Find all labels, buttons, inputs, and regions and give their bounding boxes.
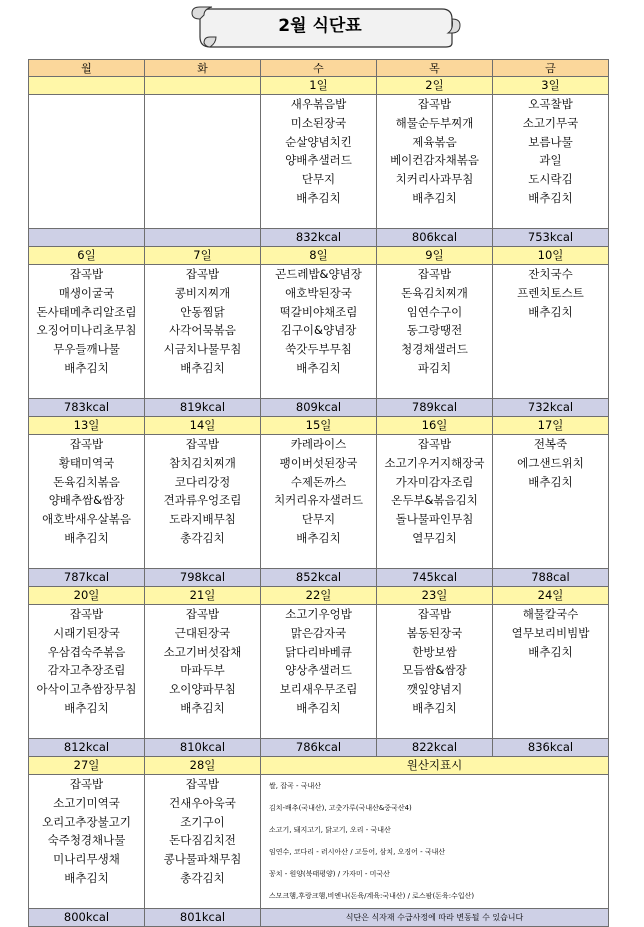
date-cell xyxy=(29,77,145,95)
kcal-cell: 745kcal xyxy=(377,569,493,587)
menu-item: 배추김치 xyxy=(528,304,573,319)
date-cell: 6일 xyxy=(29,247,145,265)
menu-item: 쑥갓두부무침 xyxy=(285,342,352,357)
date-cell: 16일 xyxy=(377,417,493,435)
date-cell: 7일 xyxy=(145,247,261,265)
weekday-tue: 화 xyxy=(145,60,261,77)
menu-item: 무우들깨나물 xyxy=(53,342,120,357)
menu-cell xyxy=(145,775,261,909)
menu-cell xyxy=(261,265,377,399)
menu-item: 배추김치 xyxy=(64,700,109,715)
menu-item: 시래기된장국 xyxy=(53,625,120,640)
date-cell: 23일 xyxy=(377,587,493,605)
menu-row xyxy=(29,605,609,739)
menu-item: 잡곡밥 xyxy=(417,437,452,451)
date-cell: 21일 xyxy=(145,587,261,605)
origin-title: 원산지표시 xyxy=(261,757,609,775)
menu-cell xyxy=(493,605,609,739)
menu-item: 안동찜닭 xyxy=(180,304,225,319)
menu-item: 프렌치토스트 xyxy=(517,285,584,300)
menu-item: 배추김치 xyxy=(528,644,573,659)
date-row xyxy=(29,417,609,435)
menu-item: 미소된장국 xyxy=(290,115,347,130)
menu-row xyxy=(29,435,609,569)
date-cell: 9일 xyxy=(377,247,493,265)
menu-item: 잔치국수 xyxy=(528,267,573,281)
menu-cell xyxy=(261,95,377,229)
menu-item: 단무지 xyxy=(301,172,336,187)
date-cell: 8일 xyxy=(261,247,377,265)
kcal-cell: 832kcal xyxy=(261,229,377,247)
kcal-cell: 783kcal xyxy=(29,399,145,417)
menu-item: 숙주청경채나물 xyxy=(47,833,126,848)
menu-item: 소고기무국 xyxy=(522,115,579,130)
menu-item: 소고기우거지해장국 xyxy=(384,455,485,470)
menu-item: 과일 xyxy=(539,153,562,168)
origin-line: 꽁치 - 원양(북태평양) / 가자미 - 미국산 xyxy=(269,870,390,878)
menu-item: 수제돈까스 xyxy=(290,474,347,489)
weekday-fri: 금 xyxy=(493,60,609,77)
menu-item: 우삼겹숙주볶음 xyxy=(47,644,126,659)
menu-item: 배추김치 xyxy=(528,474,573,489)
menu-item: 제육볶음 xyxy=(412,134,457,149)
kcal-cell: 819kcal xyxy=(145,399,261,417)
kcal-cell: 801kcal xyxy=(145,909,261,927)
menu-item: 봄동된장국 xyxy=(406,625,463,640)
menu-item: 미나리무생채 xyxy=(53,852,120,867)
menu-item: 열무보리비빔밥 xyxy=(511,625,590,640)
kcal-cell: 789kcal xyxy=(377,399,493,417)
menu-item: 오징어미나리초무침 xyxy=(36,323,137,338)
menu-item: 양배추샐러드 xyxy=(285,153,352,168)
kcal-row xyxy=(29,399,609,417)
date-cell: 2일 xyxy=(377,77,493,95)
menu-item: 황태미역국 xyxy=(58,455,115,470)
menu-item: 배추김치 xyxy=(528,190,573,205)
weekday-wed: 수 xyxy=(261,60,377,77)
menu-item: 애호박새우살볶음 xyxy=(42,512,131,527)
kcal-cell xyxy=(29,229,145,247)
menu-item: 참치김치찌개 xyxy=(169,455,236,470)
menu-item: 맑은감자국 xyxy=(290,625,347,640)
menu-item: 총각김치 xyxy=(180,870,225,885)
menu-item: 잡곡밥 xyxy=(417,607,452,621)
menu-item: 보름나물 xyxy=(528,134,573,149)
menu-item: 돈사태메추리알조림 xyxy=(36,304,137,319)
menu-item: 잡곡밥 xyxy=(185,607,220,621)
date-row xyxy=(29,587,609,605)
menu-item: 시금치나물무침 xyxy=(163,342,242,357)
menu-item: 조기구이 xyxy=(180,814,225,829)
kcal-cell: 806kcal xyxy=(377,229,493,247)
menu-cell xyxy=(29,605,145,739)
menu-item: 베이컨감자채볶음 xyxy=(390,153,479,168)
menu-cell xyxy=(377,605,493,739)
menu-item: 근대된장국 xyxy=(174,625,231,640)
menu-item: 치커리유자샐러드 xyxy=(274,493,363,508)
menu-cell xyxy=(145,435,261,569)
menu-item: 매생이굴국 xyxy=(58,285,115,300)
date-cell: 22일 xyxy=(261,587,377,605)
kcal-cell: 822kcal xyxy=(377,739,493,757)
date-cell: 24일 xyxy=(493,587,609,605)
menu-item: 잡곡밥 xyxy=(417,97,452,111)
menu-item: 총각김치 xyxy=(180,530,225,545)
kcal-cell xyxy=(145,229,261,247)
menu-item: 순살양념치킨 xyxy=(285,134,352,149)
origin-line: 쌀, 잡곡 - 국내산 xyxy=(269,782,321,790)
menu-cell xyxy=(29,265,145,399)
menu-item: 잡곡밥 xyxy=(69,437,104,451)
menu-item: 팽이버섯된장국 xyxy=(279,455,358,470)
date-cell: 3일 xyxy=(493,77,609,95)
date-cell: 28일 xyxy=(145,757,261,775)
menu-item: 소고기우엉밥 xyxy=(285,607,352,621)
menu-item: 견과류우엉조림 xyxy=(163,493,242,508)
menu-item: 동그랑땡전 xyxy=(406,323,463,338)
date-cell: 13일 xyxy=(29,417,145,435)
menu-item: 콩나물파채무침 xyxy=(163,852,242,867)
menu-item: 배추김치 xyxy=(412,190,457,205)
menu-item: 깻잎양념지 xyxy=(406,682,463,697)
menu-item: 닭다리바베큐 xyxy=(285,644,352,659)
menu-item: 임연수구이 xyxy=(406,304,463,319)
menu-item: 잡곡밥 xyxy=(185,777,220,791)
menu-item: 아삭이고추쌈장무침 xyxy=(36,682,137,697)
weekday-header-row xyxy=(29,60,609,77)
origin-line: 김치-배추(국내산), 고춧가루(국내산&중국산4) xyxy=(269,804,412,812)
menu-item: 배추김치 xyxy=(412,700,457,715)
menu-item: 잡곡밥 xyxy=(69,607,104,621)
menu-item: 잡곡밥 xyxy=(185,267,220,281)
kcal-row xyxy=(29,739,609,757)
date-row xyxy=(29,247,609,265)
menu-item: 돈육김치찌개 xyxy=(401,285,468,300)
menu-item: 사각어묵볶음 xyxy=(169,323,236,338)
menu-item: 오이양파무침 xyxy=(169,682,236,697)
menu-item: 치커리사과무침 xyxy=(395,172,474,187)
menu-item: 가자미감자조림 xyxy=(395,474,474,489)
menu-item: 콩비지찌개 xyxy=(174,285,231,300)
menu-item: 청경채샐러드 xyxy=(401,342,468,357)
menu-cell xyxy=(377,265,493,399)
menu-item: 잡곡밥 xyxy=(185,437,220,451)
menu-item: 김구이&양념장 xyxy=(280,323,357,338)
menu-item: 열무김치 xyxy=(412,530,457,545)
menu-cell xyxy=(493,265,609,399)
kcal-cell: 836kcal xyxy=(493,739,609,757)
menu-item: 전복죽 xyxy=(533,437,568,451)
kcal-cell: 786kcal xyxy=(261,739,377,757)
kcal-cell: 732kcal xyxy=(493,399,609,417)
menu-item: 해물순두부찌개 xyxy=(395,115,474,130)
kcal-row xyxy=(29,229,609,247)
menu-item: 코다리강정 xyxy=(174,474,231,489)
menu-item: 애호박된장국 xyxy=(285,285,352,300)
menu-item: 배추김치 xyxy=(296,190,341,205)
menu-row xyxy=(29,265,609,399)
menu-item: 배추김치 xyxy=(296,530,341,545)
kcal-cell: 788cal xyxy=(493,569,609,587)
menu-item: 돌나물파인무침 xyxy=(395,512,474,527)
menu-item: 배추김치 xyxy=(64,870,109,885)
kcal-cell: 810kcal xyxy=(145,739,261,757)
date-cell: 17일 xyxy=(493,417,609,435)
kcal-cell: 753kcal xyxy=(493,229,609,247)
menu-item: 배추김치 xyxy=(64,360,109,375)
menu-item: 단무지 xyxy=(301,512,336,527)
menu-item: 에그샌드위치 xyxy=(517,455,584,470)
menu-item: 모듬쌈&쌈장 xyxy=(402,663,467,678)
origin-line: 소고기, 돼지고기, 닭고기, 오리 - 국내산 xyxy=(269,826,391,834)
kcal-cell: 852kcal xyxy=(261,569,377,587)
menu-cell xyxy=(29,95,145,229)
menu-item: 배추김치 xyxy=(64,530,109,545)
menu-row xyxy=(29,95,609,229)
menu-item: 오곡찰밥 xyxy=(528,97,573,111)
menu-cell xyxy=(377,435,493,569)
page-title: 2월 식단표 xyxy=(278,16,362,36)
menu-cell xyxy=(261,435,377,569)
weekday-thu: 목 xyxy=(377,60,493,77)
date-cell: 15일 xyxy=(261,417,377,435)
menu-item: 돈다짐김치전 xyxy=(169,833,236,848)
menu-item: 온두부&볶음김치 xyxy=(391,493,478,508)
origin-line: 스모크햄,후랑크햄,비엔나(돈육/계육:국내산) / 로스팜(돈육:수입산) xyxy=(269,892,475,900)
origin-info-cell xyxy=(261,775,609,909)
date-cell: 14일 xyxy=(145,417,261,435)
menu-cell xyxy=(145,265,261,399)
date-cell: 10일 xyxy=(493,247,609,265)
kcal-cell: 798kcal xyxy=(145,569,261,587)
menu-item: 양배추쌈&쌈장 xyxy=(48,493,125,508)
menu-item: 잡곡밥 xyxy=(69,777,104,791)
menu-cell xyxy=(261,605,377,739)
menu-item: 잡곡밥 xyxy=(69,267,104,281)
kcal-cell: 800kcal xyxy=(29,909,145,927)
menu-item: 배추김치 xyxy=(296,700,341,715)
menu-cell xyxy=(29,775,145,909)
menu-item: 마파두부 xyxy=(180,663,225,678)
menu-item: 소고기버섯잡채 xyxy=(163,644,242,659)
menu-cell xyxy=(493,95,609,229)
menu-item: 감자고추장조림 xyxy=(47,663,126,678)
menu-item: 돈육김치볶음 xyxy=(53,474,120,489)
menu-item: 오리고추장불고기 xyxy=(42,814,131,829)
menu-item: 파김치 xyxy=(417,360,452,375)
menu-cell xyxy=(377,95,493,229)
menu-item: 배추김치 xyxy=(180,700,225,715)
menu-cell xyxy=(145,95,261,229)
menu-item: 도시락김 xyxy=(528,172,573,187)
menu-item: 곤드레밥&양념장 xyxy=(275,267,362,281)
date-cell: 27일 xyxy=(29,757,145,775)
menu-row xyxy=(29,775,609,909)
menu-item: 소고기미역국 xyxy=(53,795,120,810)
menu-item: 도라지배무침 xyxy=(169,512,236,527)
menu-item: 양상추샐러드 xyxy=(285,663,352,678)
date-row xyxy=(29,77,609,95)
weekday-mon: 월 xyxy=(29,60,145,77)
menu-cell xyxy=(29,435,145,569)
date-cell: 20일 xyxy=(29,587,145,605)
menu-item: 한방보쌈 xyxy=(412,644,457,659)
menu-item: 해물칼국수 xyxy=(522,607,579,621)
kcal-cell: 812kcal xyxy=(29,739,145,757)
menu-item: 보리새우무조림 xyxy=(279,682,358,697)
kcal-row xyxy=(29,909,609,927)
date-row xyxy=(29,757,609,775)
menu-table xyxy=(28,59,609,927)
menu-item: 배추김치 xyxy=(180,360,225,375)
kcal-row xyxy=(29,569,609,587)
menu-item: 잡곡밥 xyxy=(417,267,452,281)
kcal-cell: 787kcal xyxy=(29,569,145,587)
menu-change-notice: 식단은 식자재 수급사정에 따라 변동될 수 있습니다 xyxy=(261,909,609,927)
menu-cell xyxy=(493,435,609,569)
date-cell: 1일 xyxy=(261,77,377,95)
kcal-cell: 809kcal xyxy=(261,399,377,417)
date-cell xyxy=(145,77,261,95)
origin-line: 임연수, 코다리 - 러시아산 / 고등어, 삼치, 오징어 - 국내산 xyxy=(269,848,446,856)
menu-item: 떡갈비야채조림 xyxy=(279,304,358,319)
menu-item: 새우볶음밥 xyxy=(290,97,347,111)
menu-cell xyxy=(145,605,261,739)
menu-item: 배추김치 xyxy=(296,360,341,375)
menu-item: 건새우아욱국 xyxy=(169,795,236,810)
menu-item: 카레라이스 xyxy=(290,437,347,451)
